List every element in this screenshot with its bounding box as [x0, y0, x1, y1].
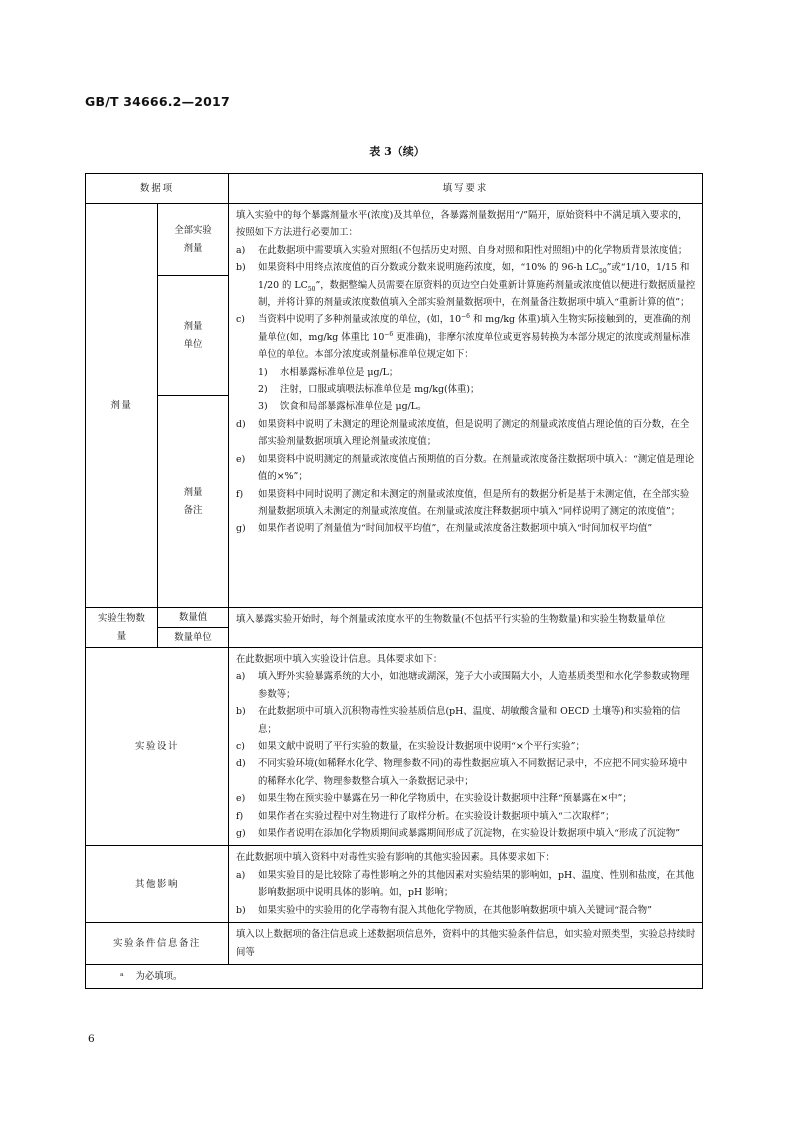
- conditions-requirement-cell: 填入以上数据项的备注信息或上述数据项信息外，资料中的其他实验条件信息，如实验对照类型，实验总持续时间等: [229, 923, 703, 965]
- table-title: 表 3（续）: [369, 145, 425, 158]
- dose-note-cell: 剂量备注: [158, 396, 229, 608]
- table-row: [86, 846, 703, 923]
- sub-list-item: 2) 注射，口服或填喂法标准单位是 mg/kg(体重)；: [258, 384, 480, 396]
- footnote-text: 为必填项。: [135, 970, 183, 982]
- table-row: [86, 648, 703, 846]
- list-item: a) 如果实验目的是比较除了毒性影响之外的其他因素对实验结果的影响如，pH、温度、性别和盐度，在其他影响数据项中说明具体的影响。如，pH 影响；: [236, 869, 695, 899]
- dose-all-cell: 全部实验剂量: [158, 204, 229, 276]
- footnote-mark: ᵃ: [120, 970, 124, 982]
- list-item: c) 当资料中说明了多种剂量或浓度的单位，(如，$10^{-6}$ 和 mg/kg 体重)填入生物实际接触到的，更准确的剂量单位(如，mg/kg 体重比 $10^{-6}$ 更准确)，非摩尔浓度单位或更容易转换为本部分规定的浓度或剂量标准单位的单位。本部分浓度或剂量标准单位规定如下：: [236, 313, 691, 361]
- sub-list-item: 1) 水相暴露标准单位是 μg/L；: [258, 366, 399, 378]
- list-item: a) 在此数据项中需要填入实验对照组(不包括历史对照、自身对照和阳性对照组)中的化学物质背景浓度值；: [236, 244, 688, 256]
- list-item: e) 如果资料中说明测定的剂量或浓度值占预期值的百分数。在剂量或浓度备注数据项中填入：“测定值是理论值的×%”；: [236, 453, 695, 483]
- conditions-label-cell: 实验条件信息备注: [86, 923, 229, 965]
- organisms-value-cell: 数量值: [158, 608, 229, 628]
- dose-intro: 填入实验中的每个暴露剂量水平(浓度)及其单位，各暴露剂量数据用“/”隔开，原始资料中不满足填入要求的，按照如下方法进行必要加工：: [236, 210, 688, 239]
- table-footnote-row: [86, 964, 703, 988]
- list-item: f) 如果资料中同时说明了测定和未测定的剂量或浓度值，但是所有的数据分析是基于未测定值，在全部实验剂量数据项填入未测定的剂量或浓度值。在剂量或浓度注释数据项中填入“同样说明了测定的浓度值”；: [236, 488, 690, 517]
- organisms-requirement-cell: 填入暴露实验开始时，每个剂量或浓度水平的生物数量(不包括平行实验的生物数量)和实验生物数量单位: [229, 608, 703, 648]
- dose-group-cell: 剂量: [86, 204, 158, 608]
- other-requirement-cell: 在此数据项中填入资料中对毒性实验有影响的其他实验因素。具体要求如下： a) 如果实验目的是比较除了毒性影响之外的其他因素对实验结果的影响如，pH、温度、性别和盐度，在其他影响数据项中说明具体的影响。如，pH 影响； b) 如果实验中的实验用的化学毒物有混入其他化学物质，在其他影响数据项中填入关键词“混合物”: [229, 846, 703, 923]
- other-label-cell: 其他影响: [86, 846, 229, 923]
- organisms-unit-cell: 数量单位: [158, 628, 229, 648]
- standard-code: GB/T 34666.2—2017: [85, 94, 230, 109]
- table-row: [86, 204, 703, 276]
- organisms-group-cell: 实验生物数量: [86, 608, 158, 648]
- list-item: g) 如果作者说明在添加化学物质期间或暴露期间形成了沉淀物，在实验设计数据项中填入“形成了沉淀物”: [236, 828, 681, 840]
- list-item: b) 在此数据项中可填入沉积物毒性实验基质信息(pH、温度、胡敏酸含量和 OECD 土壤等)和实验箱的信息；: [236, 706, 681, 735]
- list-item: d) 不同实验环境(如稀释水化学、物理参数不同)的毒性数据应填入不同数据记录中，不应把不同实验环境中的稀释水化学、物理参数整合填入一条数据记录中；: [236, 758, 688, 787]
- list-item: f) 如果作者在实验过程中对生物进行了取样分析。在实验设计数据项中填入“二次取样”；: [236, 810, 615, 822]
- list-item: d) 如果资料中说明了未测定的理论剂量或浓度值，但是说明了测定的剂量或浓度值占理论值的百分数，在全部实验剂量数据项填入理论剂量或浓度值；: [236, 418, 690, 448]
- table-row: [86, 608, 703, 628]
- list-item: b) 如果资料中用终点浓度值的百分数或分数来说明施药浓度，如，“10% 的 96-h $LC_{50}$”或“1/10，1/15 和 1/20 的 $LC_{50}$”，数据整编人员需要在原资料的页边空白处重新计算施药剂量或浓度值以便进行数据质量控制，并将计算的剂量或浓度数值填入全部实验剂量数据项中，在剂量备注数据项中填入“重新计算的值”；: [236, 262, 696, 309]
- requirements-table: [85, 173, 703, 989]
- table-header-row: [86, 174, 703, 204]
- header-data-item: 数据项: [86, 174, 229, 204]
- list-item: e) 如果生物在预实验中暴露在另一种化学物质中，在实验设计数据项中注释“预暴露在×中”；: [236, 793, 632, 805]
- table-footnote: [86, 964, 703, 988]
- dose-unit-cell: 剂量单位: [158, 276, 229, 396]
- design-requirement-cell: 在此数据项中填入实验设计信息。具体要求如下： a) 填入野外实验暴露系统的大小，如池塘或湖深，笼子大小或围隔大小，人造基质类型和水化学参数或物理参数等； b) 在此数据项中可填入沉积物毒性实验基质信息(pH、温度、胡敏酸含量和 OECD 土壤等)和实验箱的信息； c) 如果文献中说明了平行实验的数量，在实验设计数据项中说明“×个平行实验”； d) 不同实验环境(如稀释水化学、物理参数不同)的毒性数据应填入不同数据记录中，不应把不同实验环境中的稀释水化学、物理参数整合填入一条数据记录中； e) 如果生物在预实验中暴露在另一种化学物质中，在实验设计数据项中注释“预暴露在×中”； f) 如果作者在实验过程中对生物进行了取样分析。在实验设计数据项中填入“二次取样”； g) 如果作者说明在添加化学物质期间或暴露期间形成了沉淀物，在实验设计数据项中填入“形成了沉淀物”: [229, 648, 703, 846]
- design-label-cell: 实验设计: [86, 648, 229, 846]
- header-requirement: 填写要求: [229, 174, 703, 204]
- page-number: 6: [88, 1033, 95, 1045]
- list-item: g) 如果作者说明了剂量值为“时间加权平均值”，在剂量或浓度备注数据项中填入“时间加权平均值”: [236, 523, 653, 535]
- list-item: b) 如果实验中的实验用的化学毒物有混入其他化学物质，在其他影响数据项中填入关键词“混合物”: [236, 904, 652, 916]
- table-row: [86, 923, 703, 965]
- dose-requirement-cell: [229, 204, 703, 608]
- sub-list-item: 3) 饮食和局部暴露标准单位是 μg/L。: [258, 401, 427, 413]
- list-item: c) 如果文献中说明了平行实验的数量，在实验设计数据项中说明“×个平行实验”；: [236, 741, 585, 753]
- list-item: a) 填入野外实验暴露系统的大小，如池塘或湖深，笼子大小或围隔大小，人造基质类型和水化学参数或物理参数等；: [236, 671, 690, 700]
